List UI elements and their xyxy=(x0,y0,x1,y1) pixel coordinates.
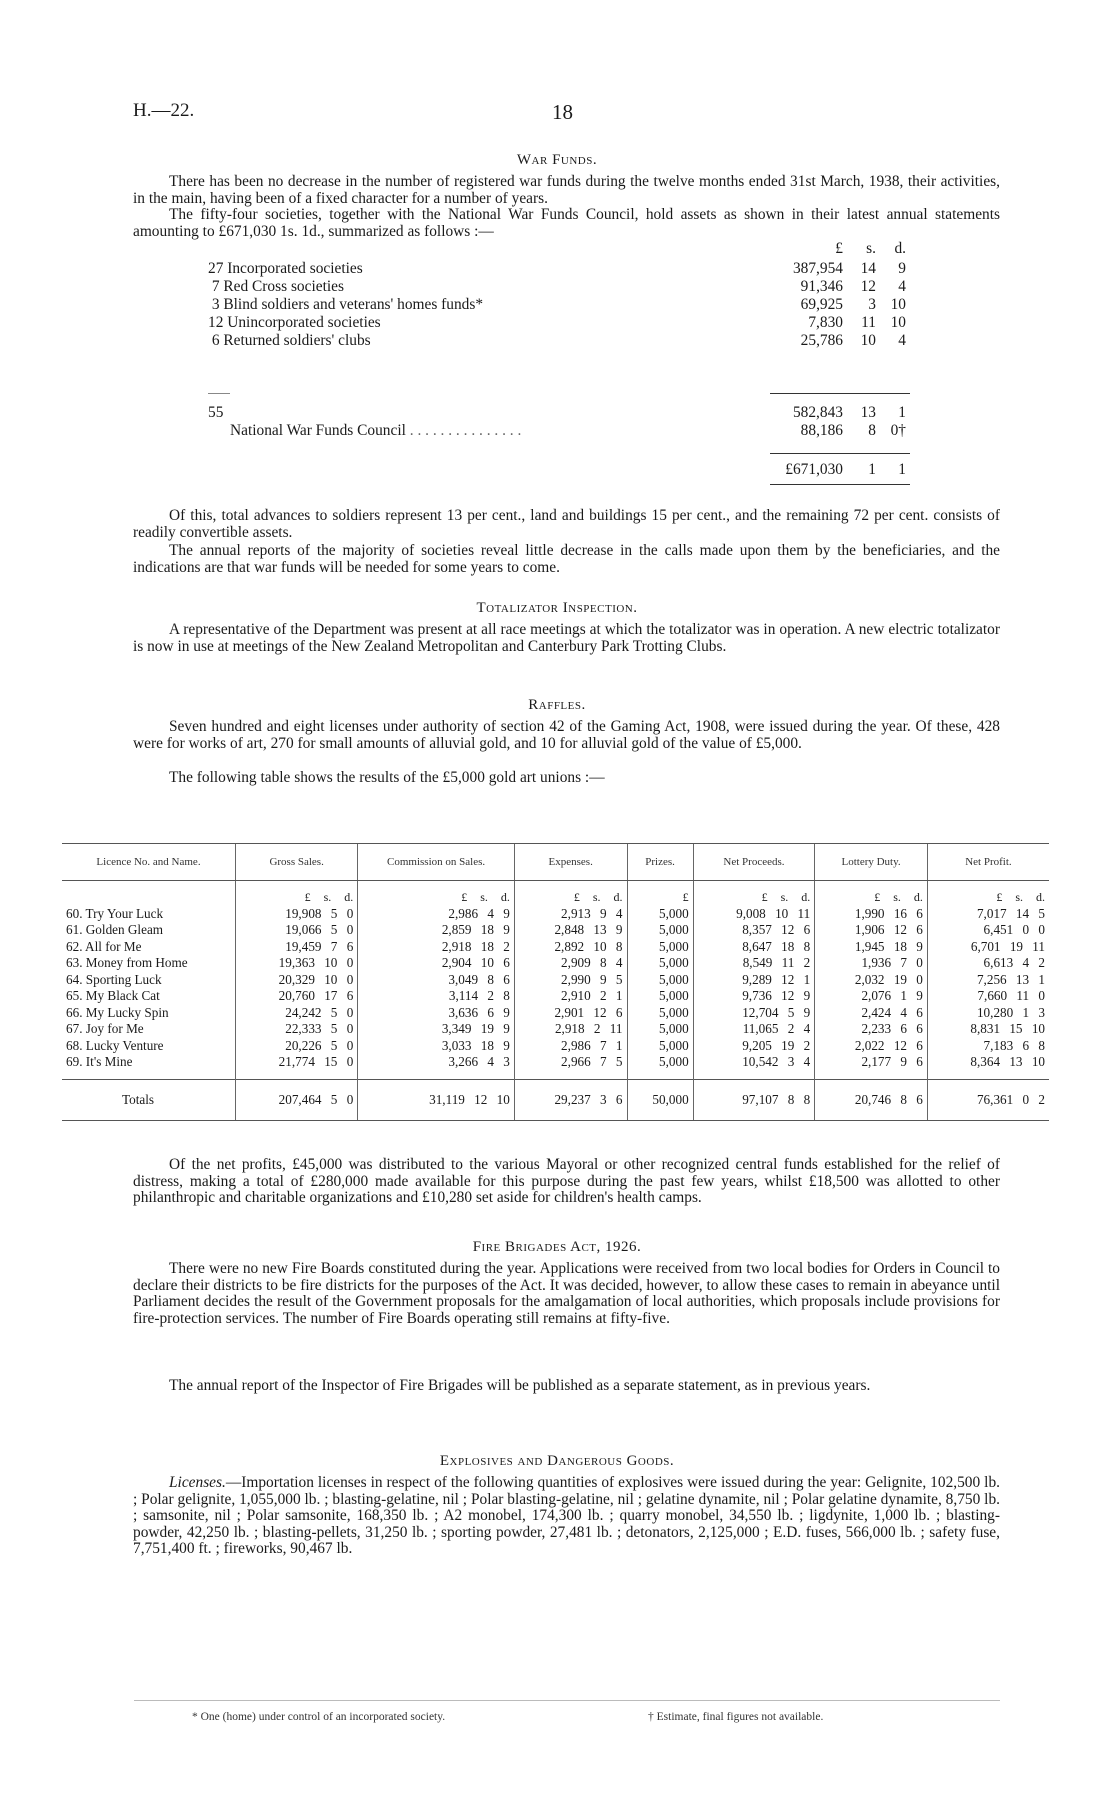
raffles-paragraph-2: The following table shows the results of the £5,000 gold art unions :— xyxy=(169,769,605,786)
table-row xyxy=(62,1021,1049,1038)
spacer-cell xyxy=(927,1071,1049,1080)
duty-cell: 2,022 12 6 xyxy=(815,1038,928,1055)
table-header-row xyxy=(62,844,1049,881)
licence-name-cell: 64. Sporting Luck xyxy=(66,971,162,987)
shillings-unit: s. xyxy=(866,240,876,257)
explosives-heading: Explosives and Dangerous Goods. xyxy=(439,1453,675,1469)
exp-cell: 2,990 9 5 xyxy=(514,972,627,989)
fund-label: 3 Blind soldiers and veterans' homes funds* xyxy=(208,296,484,313)
total-rule-top xyxy=(770,453,910,454)
gross-cell: 207,464 5 0 xyxy=(236,1079,358,1120)
net-cell: 8,549 11 2 xyxy=(693,955,815,972)
gross-cell: 19,459 7 6 xyxy=(236,939,358,956)
war-funds-total-row xyxy=(208,461,998,478)
page-number: 18 xyxy=(552,100,573,124)
gross-cell: 19,066 5 0 xyxy=(236,922,358,939)
fund-pence: 4 xyxy=(898,332,906,349)
fund-pence: 4 xyxy=(898,278,906,295)
council-shillings: 8 xyxy=(868,422,876,439)
col-gross-sales-header: Gross Sales. xyxy=(236,844,358,881)
comm-cell: 2,986 4 9 xyxy=(358,906,515,923)
licenses-text: —Importation licenses in respect of the following quantities of explosives were issued during the year: Gelignite, 102,500 lb. ; Polar gelignite, 1,055,000 lb. ; blasting-gelatine, nil ; Polar blasting-gelatine, nil ; gelatine dynamite, nil ; Polar gelatine dynamite, 8,750 lb. ; samsonite, nil ; Polar samsonite, 168,350 lb. ; A2 monobel, 174,300 lb. ; quarry monobel, 34,550 lb. ; ligdynite, 1,000 lb. ; blasting-powder, 42,250 lb. ; blasting-pellets, 31,250 lb. ; sporting powder, 27,481 lb. ; detonators, 2,125,000 ; E.D. fuses, 566,000 lb. ; safety fuse, 7,751,400 ft. ; fireworks, 90,467 lb. xyxy=(133,1474,1000,1558)
prizes-cell: 5,000 xyxy=(627,1005,693,1022)
war-funds-row xyxy=(208,296,998,313)
profit-cell: 7,660 11 0 xyxy=(927,988,1049,1005)
prizes-cell: 5,000 xyxy=(627,1021,693,1038)
war-funds-units-row xyxy=(208,240,998,257)
comm-cell: 31,119 12 10 xyxy=(358,1079,515,1120)
exp-cell: 2,901 12 6 xyxy=(514,1005,627,1022)
comm-cell: 3,266 4 3 xyxy=(358,1054,515,1071)
licence-name-cell: Totals xyxy=(62,1079,236,1120)
fund-pounds: 7,830 xyxy=(808,314,843,331)
fire-brigades-heading: Fire Brigades Act, 1926. xyxy=(472,1239,642,1255)
gross-cell: 22,333 5 0 xyxy=(236,1021,358,1038)
explosives-paragraph xyxy=(133,1475,1000,1558)
col-prizes-header: Prizes. xyxy=(627,844,693,881)
war-funds-row xyxy=(208,278,998,295)
fund-pence: 10 xyxy=(890,296,906,313)
licence-name-cell: 69. It's Mine xyxy=(66,1054,133,1070)
net-cell: 8,357 12 6 xyxy=(693,922,815,939)
duty-cell: 1,990 16 6 xyxy=(815,906,928,923)
spacer-cell xyxy=(693,1071,815,1080)
war-funds-paragraph-3: Of this, total advances to soldiers represent 13 per cent., land and buildings 15 per cent., and the remaining 72 per cent. consists of readily convertible assets. xyxy=(133,507,1000,541)
subtotal-pence: 1 xyxy=(898,404,906,421)
unit-cell: £ s. d. xyxy=(927,881,1049,906)
table-row xyxy=(62,906,1049,923)
gross-cell: 19,908 5 0 xyxy=(236,906,358,923)
unit-cell: £ s. d. xyxy=(358,881,515,906)
table-row xyxy=(62,988,1049,1005)
spacer-cell xyxy=(815,1071,928,1080)
profit-cell: 8,831 15 10 xyxy=(927,1021,1049,1038)
war-funds-council-row: National War Funds Council . . . . . . . . . . . . . . . 88,186 8 0† xyxy=(230,422,906,439)
table-row xyxy=(62,1005,1049,1022)
duty-cell: 2,177 9 6 xyxy=(815,1054,928,1071)
col-net-profit-header: Net Profit. xyxy=(927,844,1049,881)
licence-name-cell: 61. Golden Gleam xyxy=(66,922,164,938)
war-funds-paragraph-2: The fifty-four societies, together with the National War Funds Council, hold assets as shown in their latest annual statements amounting to £671,030 1s. 1d., summarized as follows :— xyxy=(133,206,1000,240)
duty-cell: 2,233 6 6 xyxy=(815,1021,928,1038)
raffles-heading: Raffles. xyxy=(528,697,586,713)
war-funds-subtotal-row xyxy=(208,404,998,421)
exp-cell: 2,892 10 8 xyxy=(514,939,627,956)
exp-cell: 2,910 2 1 xyxy=(514,988,627,1005)
comm-cell: 3,049 8 6 xyxy=(358,972,515,989)
spacer-cell xyxy=(358,1071,515,1080)
gross-cell: 20,226 5 0 xyxy=(236,1038,358,1055)
comm-cell: 2,859 18 9 xyxy=(358,922,515,939)
total-pounds: £671,030 xyxy=(785,461,843,478)
col-licence-header: Licence No. and Name. xyxy=(62,844,236,881)
footnote-rule xyxy=(134,1700,1000,1701)
fund-shillings: 3 xyxy=(868,296,876,313)
exp-cell: 2,918 2 11 xyxy=(514,1021,627,1038)
profit-cell: 10,280 1 3 xyxy=(927,1005,1049,1022)
footnote-star: * One (home) under control of an incorporated society. xyxy=(192,1711,446,1723)
unit-cell: £ xyxy=(627,881,693,906)
units-blank-cell xyxy=(62,881,236,906)
table-row xyxy=(62,1038,1049,1055)
prizes-cell: 5,000 xyxy=(627,906,693,923)
council-pence: 0† xyxy=(890,422,906,439)
fund-label: 27 Incorporated societies xyxy=(208,260,363,277)
profit-cell: 6,613 4 2 xyxy=(927,955,1049,972)
fire-brigades-paragraph-2: The annual report of the Inspector of Fire Brigades will be published as a separate statement, as in previous years. xyxy=(169,1377,871,1394)
totalizator-heading: Totalizator Inspection. xyxy=(476,600,638,616)
net-cell: 9,736 12 9 xyxy=(693,988,815,1005)
table-row xyxy=(62,972,1049,989)
comm-cell: 3,349 19 9 xyxy=(358,1021,515,1038)
exp-cell: 2,848 13 9 xyxy=(514,922,627,939)
net-cell: 97,107 8 8 xyxy=(693,1079,815,1120)
gross-cell: 20,329 10 0 xyxy=(236,972,358,989)
licence-name-cell: 63. Money from Home xyxy=(66,955,188,971)
comm-cell: 3,033 18 9 xyxy=(358,1038,515,1055)
col-expenses-header: Expenses. xyxy=(514,844,627,881)
war-funds-row xyxy=(208,332,998,349)
profit-cell: 6,701 19 11 xyxy=(927,939,1049,956)
subtotal-rule xyxy=(208,393,230,394)
licence-name-cell: 68. Lucky Venture xyxy=(66,1037,164,1053)
prizes-cell: 50,000 xyxy=(627,1079,693,1120)
prizes-cell: 5,000 xyxy=(627,972,693,989)
subtotal-pounds: 582,843 xyxy=(792,404,843,421)
duty-cell: 1,945 18 9 xyxy=(815,939,928,956)
prizes-cell: 5,000 xyxy=(627,939,693,956)
raffles-paragraph-3: Of the net profits, £45,000 was distributed to the various Mayoral or other recognized central funds established for the relief of distress, making a total of £280,000 made available for this purpose during the past few years, whilst £18,500 was allotted to other philanthropic and charitable organizations and £10,280 set aside for children's health camps. xyxy=(133,1156,1000,1207)
profit-cell: 6,451 0 0 xyxy=(927,922,1049,939)
comm-cell: 2,918 18 2 xyxy=(358,939,515,956)
net-cell: 11,065 2 4 xyxy=(693,1021,815,1038)
profit-cell: 7,183 6 8 xyxy=(927,1038,1049,1055)
prizes-cell: 5,000 xyxy=(627,922,693,939)
subtotal-shillings: 13 xyxy=(860,404,876,421)
net-cell: 9,205 19 2 xyxy=(693,1038,815,1055)
war-funds-heading: War Funds. xyxy=(516,152,598,168)
fund-pounds: 25,786 xyxy=(800,332,843,349)
exp-cell: 2,966 7 5 xyxy=(514,1054,627,1071)
profit-cell: 8,364 13 10 xyxy=(927,1054,1049,1071)
table-units-row xyxy=(62,881,1049,906)
unit-cell: £ s. d. xyxy=(693,881,815,906)
fund-label: 7 Red Cross societies xyxy=(208,278,344,295)
net-cell: 9,008 10 11 xyxy=(693,906,815,923)
subtotal-label: 55 xyxy=(208,404,224,421)
spacer-cell xyxy=(627,1071,693,1080)
document-code: H.—22. xyxy=(133,100,195,121)
table-row xyxy=(62,1054,1049,1071)
comm-cell: 3,114 2 8 xyxy=(358,988,515,1005)
comm-cell: 3,636 6 9 xyxy=(358,1005,515,1022)
totalizator-paragraph: A representative of the Department was present at all race meetings at which the totalizator was in operation. A new electric totalizator is now in use at meetings of the New Zealand Metropolitan and Canterbury Park Trotting Clubs. xyxy=(133,621,1000,655)
fund-shillings: 10 xyxy=(860,332,876,349)
comm-cell: 2,904 10 6 xyxy=(358,955,515,972)
fund-label: 12 Unincorporated societies xyxy=(208,314,381,331)
war-funds-paragraph-1: There has been no decrease in the number of registered war funds during the twelve months ended 31st March, 1938, their activities, in the main, having been of a fixed character for a number of years. xyxy=(133,173,1000,207)
subtotal-rule-amount xyxy=(770,393,910,394)
war-funds-row xyxy=(208,314,998,331)
unit-cell: £ s. d. xyxy=(236,881,358,906)
fund-pounds: 69,925 xyxy=(800,296,843,313)
duty-cell: 2,032 19 0 xyxy=(815,972,928,989)
duty-cell: 2,424 4 6 xyxy=(815,1005,928,1022)
council-label: National War Funds Council xyxy=(230,422,406,439)
fire-brigades-paragraph-1: There were no new Fire Boards constituted during the year. Applications were received from two local bodies for Orders in Council to declare their districts to be fire districts for the purposes of the Act. It was decided, however, to allow these cases to remain in abeyance until Parliament decides the result of the Government proposals for the amalgamation of local authorities, which proposals include provisions for fire-protection services. The number of Fire Boards operating still remains at fifty-five. xyxy=(133,1260,1000,1327)
licence-name-cell: 67. Joy for Me xyxy=(66,1021,144,1037)
unit-cell: £ s. d. xyxy=(514,881,627,906)
prizes-cell: 5,000 xyxy=(627,1054,693,1071)
licence-name-cell: 65. My Black Cat xyxy=(66,988,160,1004)
pounds-unit: £ xyxy=(835,240,843,257)
col-lottery-duty-header: Lottery Duty. xyxy=(815,844,928,881)
profit-cell: 76,361 0 2 xyxy=(927,1079,1049,1120)
exp-cell: 29,237 3 6 xyxy=(514,1079,627,1120)
net-cell: 12,704 5 9 xyxy=(693,1005,815,1022)
duty-cell: 20,746 8 6 xyxy=(815,1079,928,1120)
gross-cell: 24,242 5 0 xyxy=(236,1005,358,1022)
prizes-cell: 5,000 xyxy=(627,988,693,1005)
exp-cell: 2,909 8 4 xyxy=(514,955,627,972)
fund-label: 6 Returned soldiers' clubs xyxy=(208,332,371,349)
spacer-cell xyxy=(514,1071,627,1080)
prizes-cell: 5,000 xyxy=(627,1038,693,1055)
fund-shillings: 11 xyxy=(861,314,876,331)
fund-pounds: 91,346 xyxy=(800,278,843,295)
profit-cell: 7,256 13 1 xyxy=(927,972,1049,989)
footnote-dagger: † Estimate, final figures not available. xyxy=(648,1711,824,1723)
council-pounds: 88,186 xyxy=(800,422,843,439)
net-cell: 8,647 18 8 xyxy=(693,939,815,956)
gross-cell: 20,760 17 6 xyxy=(236,988,358,1005)
col-net-proceeds-header: Net Proceeds. xyxy=(693,844,815,881)
total-shillings: 1 xyxy=(868,461,876,478)
total-rule-bottom xyxy=(770,484,910,485)
net-cell: 9,289 12 1 xyxy=(693,972,815,989)
exp-cell: 2,986 7 1 xyxy=(514,1038,627,1055)
table-row xyxy=(62,939,1049,956)
war-funds-paragraph-4: The annual reports of the majority of societies reveal little decrease in the calls made upon them by the beneficiaries, and the indications are that war funds will be needed for some years to come. xyxy=(133,542,1000,576)
table-spacer-row xyxy=(62,1071,1049,1080)
col-commission-header: Commission on Sales. xyxy=(358,844,515,881)
licence-name-cell: 62. All for Me xyxy=(66,938,142,954)
spacer-cell xyxy=(62,1071,236,1080)
table-totals-row xyxy=(62,1079,1049,1120)
profit-cell: 7,017 14 5 xyxy=(927,906,1049,923)
duty-cell: 1,906 12 6 xyxy=(815,922,928,939)
raffles-paragraph-1: Seven hundred and eight licenses under authority of section 42 of the Gaming Act, 1908, were issued during the year. Of these, 428 were for works of art, 270 for small amounts of alluvial gold, and 10 for alluvial gold of the value of £5,000. xyxy=(133,718,1000,752)
gross-cell: 21,774 15 0 xyxy=(236,1054,358,1071)
gross-cell: 19,363 10 0 xyxy=(236,955,358,972)
fund-pence: 9 xyxy=(898,260,906,277)
duty-cell: 2,076 1 9 xyxy=(815,988,928,1005)
fund-pence: 10 xyxy=(890,314,906,331)
art-unions-table xyxy=(62,843,1049,1121)
table-row xyxy=(62,955,1049,972)
unit-cell: £ s. d. xyxy=(815,881,928,906)
licence-name-cell: 66. My Lucky Spin xyxy=(66,1004,169,1020)
exp-cell: 2,913 9 4 xyxy=(514,906,627,923)
prizes-cell: 5,000 xyxy=(627,955,693,972)
duty-cell: 1,936 7 0 xyxy=(815,955,928,972)
fund-shillings: 14 xyxy=(860,260,876,277)
total-pence: 1 xyxy=(898,461,906,478)
fund-shillings: 12 xyxy=(860,278,876,295)
licence-name-cell: 60. Try Your Luck xyxy=(66,905,164,921)
spacer-cell xyxy=(236,1071,358,1080)
war-funds-row xyxy=(208,260,998,277)
pence-unit: d. xyxy=(894,240,906,257)
licenses-lead: Licenses. xyxy=(169,1474,226,1491)
net-cell: 10,542 3 4 xyxy=(693,1054,815,1071)
table-row xyxy=(62,922,1049,939)
fund-pounds: 387,954 xyxy=(792,260,843,277)
